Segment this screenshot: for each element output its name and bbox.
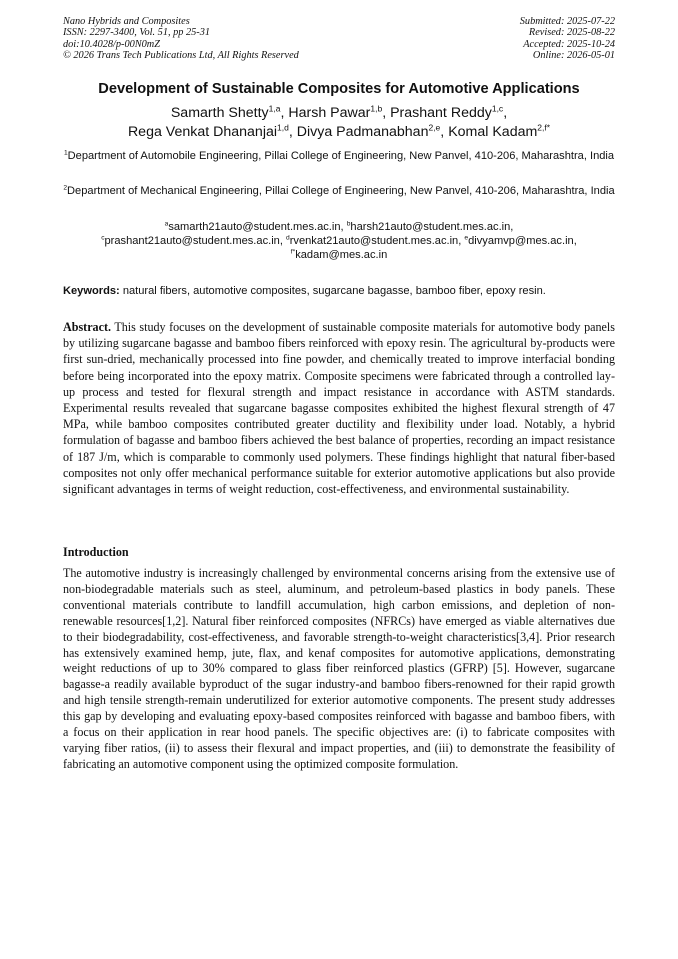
journal-doi: doi:10.4028/p-00N0mZ <box>63 38 160 50</box>
paper-title: Development of Sustainable Composites for Automotive Applications <box>98 81 580 97</box>
author <box>448 124 550 140</box>
email-address[interactable]: harsh21auto@student.mes.ac.in <box>350 221 511 233</box>
affiliation-text: Department of Mechanical Engineering, Pillai College of Engineering, New Panvel, 410-206, Maharashtra, India <box>67 185 615 197</box>
introduction-text: The automotive industry is increasingly challenged by environmental concerns arising from the extensive use of non-biodegradable materials such as steel, aluminum, and petroleum-based plastics in body panels. These conventional materials contribute to landfill accumulation, high carbon emissions, and depletion of non-renewable resources[1,2]. Natural fiber reinforced composites (NFRCs) have emerged as viable alternatives due to their biodegradability, cost-effectiveness, and favorable strength-to-weight characteristics[3,4]. Prior research has extensively examined hemp, jute, flax, and kenaf composites for automotive applications, demonstrating weight reductions of up to 30% compared to glass fiber reinforced plastics (GFRP) [5]. However, sugarcane bagasse-a readily available byproduct of the sugar industry-and bamboo fibers-renowned for their rapid growth and high tensile strength-remain underutilized for exterior automotive components. The present study addresses this gap by developing and evaluating epoxy-based composites reinforced with bagasse and bamboo fibers, with a focus on their application in rear hood panels. The specific objectives are: (i) to fabricate composites with varying fiber ratios, (ii) to assess their flexural and impact properties, and (iii) to demonstrate the feasibility of fabricating an automotive component using the optimized composite formulation. <box>63 566 615 771</box>
affiliation-2 <box>63 184 615 200</box>
email-address[interactable]: prashant21auto@student.mes.ac.in <box>104 235 280 248</box>
author: Samarth Shetty$^{1,a}$, <box>170 103 289 121</box>
email: $^e$divyamvp@mes.ac.in, <box>464 234 577 248</box>
author-affil-sup: 1,c <box>491 103 504 114</box>
author-name: Samarth Shetty <box>170 105 269 121</box>
author-name: Harsh Pawar <box>288 105 371 121</box>
journal-header-left <box>63 16 299 62</box>
author-affil-sup: 1,b <box>370 103 383 114</box>
journal-issn: ISSN: 2297-3400, Vol. 51, pp 25-31 <box>63 27 211 39</box>
keywords-label: Keywords: <box>63 285 120 297</box>
email: $^{f*}$kadam@mes.ac.in <box>290 248 388 262</box>
affiliation-1 <box>63 149 615 165</box>
author: Prashant Reddy$^{1,c}$, <box>390 103 508 121</box>
affiliation-sup: 2 <box>63 184 68 192</box>
affiliation-sup: 1 <box>63 149 68 157</box>
author-name: Komal Kadam <box>448 124 538 140</box>
email-address[interactable]: kadam@mes.ac.in <box>295 249 388 262</box>
email: $^d$rvenkat21auto@student.mes.ac.in, <box>286 234 465 248</box>
online-date: Online: 2026-05-01 <box>532 50 615 62</box>
copyright-notice: © 2026 Trans Tech Publications Ltd, All Rights Reserved <box>63 50 299 62</box>
author-affil-sup: 2,e <box>428 122 441 133</box>
author: Rega Venkat Dhananjai$^{1,d}$, <box>127 122 297 140</box>
keywords-text: natural fibers, automotive composites, sugarcane bagasse, bamboo fiber, epoxy resin. <box>122 285 546 297</box>
author: Harsh Pawar$^{1,b}$, <box>288 103 391 121</box>
author-affil-sup: 1,a <box>268 103 281 114</box>
author-affil-sup: 2,f* <box>537 122 551 133</box>
keywords <box>63 284 623 299</box>
abstract-label: Abstract. <box>63 320 112 334</box>
accepted-date: Accepted: 2025-10-24 <box>523 38 615 50</box>
journal-name: Nano Hybrids and Composites <box>63 16 190 27</box>
author: Divya Padmanabhan$^{2,e}$, <box>296 122 449 140</box>
email: $^b$harsh21auto@student.mes.ac.in, <box>346 220 514 233</box>
introduction-heading: Introduction <box>63 545 129 559</box>
abstract-text: This study focuses on the development of sustainable composite materials for automotive body panels by utilizing sugarcane bagasse and bamboo fibers reinforced with epoxy resin. The agricultural by-products were first sun-dried, mechanically processed into fine powder, and chemically treated to improve interfacial bonding before being incorporated into the epoxy matrix. Composite specimens were fabricated through a controlled lay-up process and tested for flexural strength and impact resistance in accordance with ASTM standards. Experimental results revealed that sugarcane bagasse composites exhibited the highest flexural strength of 47 MPa, while bamboo composites contributed greater ductility and flexibility under load. Notably, a hybrid formulation of bagasse and bamboo fibers achieved the best balance of properties, recording an impact resistance of 187 J/m, which is comparable to commonly used polymers. These findings highlight that natural fiber-based composites not only offer mechanical performance suitable for exterior automotive applications but also provide significant advantages in terms of weight reduction, cost-effectiveness, and environmental sustainability. <box>63 320 615 497</box>
author-affil-sup: 1,d <box>277 122 289 133</box>
author-list <box>40 104 638 142</box>
abstract <box>63 319 615 497</box>
submitted-date: Submitted: 2025-07-22 <box>519 16 615 27</box>
email: $^a$samarth21auto@student.mes.ac.in, <box>164 220 347 233</box>
revised-date: Revised: 2025-08-22 <box>528 27 615 39</box>
email-address[interactable]: rvenkat21auto@student.mes.ac.in <box>289 235 459 248</box>
author-emails <box>55 220 623 263</box>
author-name: Divya Padmanabhan <box>296 124 429 140</box>
email-address[interactable]: divyamvp@mes.ac.in <box>468 235 574 248</box>
author-name: Rega Venkat Dhananjai <box>127 124 278 140</box>
journal-header-right <box>520 16 615 62</box>
author-name: Prashant Reddy <box>390 105 492 121</box>
email-address[interactable]: samarth21auto@student.mes.ac.in <box>168 221 341 233</box>
affiliation-text: Department of Automobile Engineering, Pillai College of Engineering, New Panvel, 410-206, Maharashtra, India <box>67 150 615 162</box>
email: $^c$prashant21auto@student.mes.ac.in, <box>101 234 286 248</box>
